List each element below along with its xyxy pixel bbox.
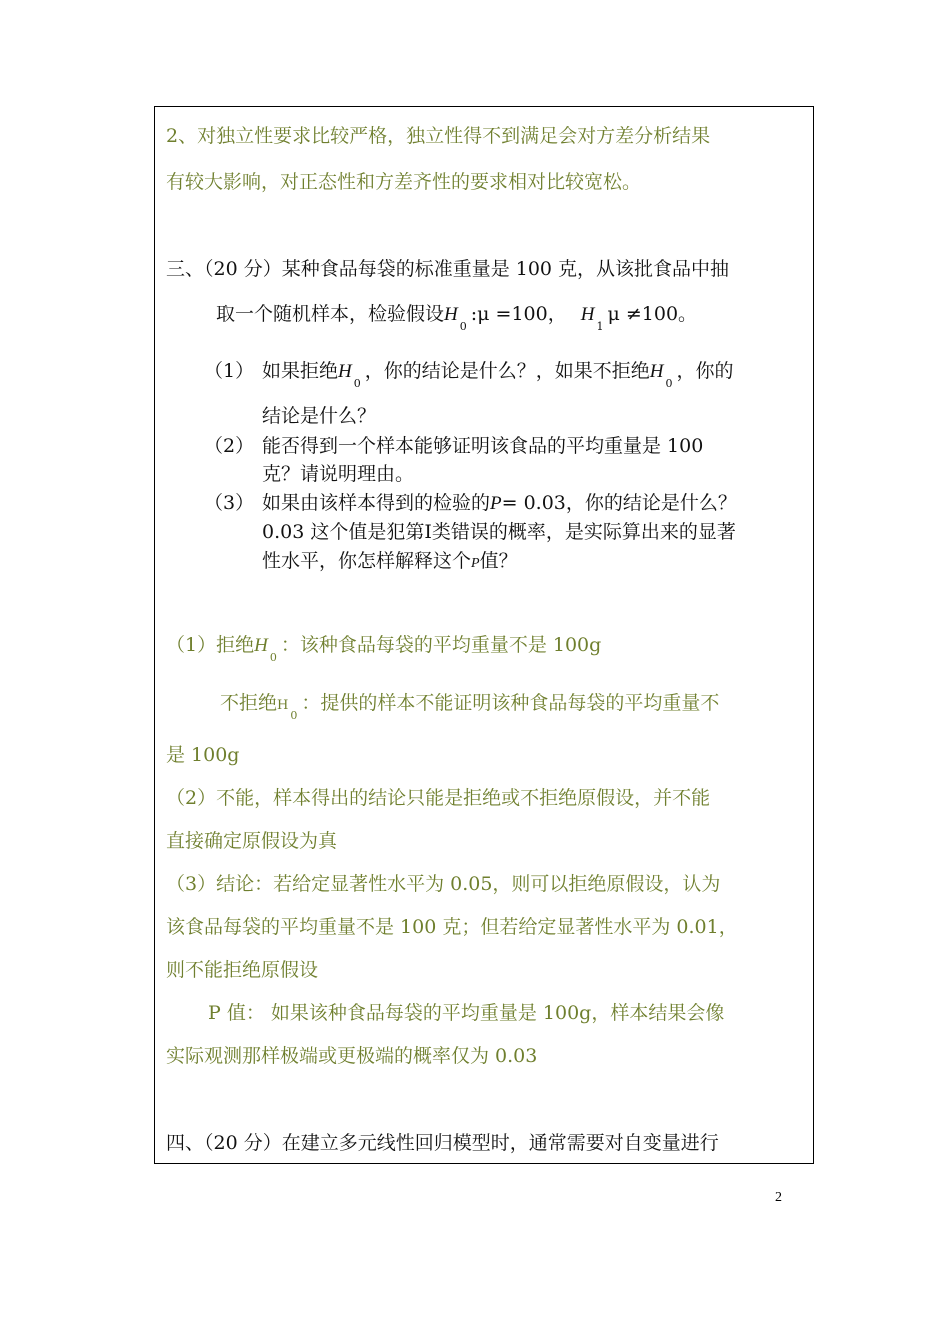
answer3-part3-line1: （3）结论：若给定显著性水平为 0.05，则可以拒绝原假设，认为 [166, 873, 721, 895]
question3-header: 三、（20 分）某种食品每袋的标准重量是 100 克，从该批食品中抽 [166, 258, 730, 280]
sub2-line2: 克？请说明理由。 [262, 463, 415, 485]
answer3-part1 [166, 633, 602, 664]
sub3-line3-text-a: 性水平，你怎样解释这个 [262, 550, 472, 572]
sub1-h-subscript: 0 [353, 377, 361, 390]
sub2-number: （2） [204, 435, 255, 457]
hypothesis-prefix: 取一个随机样本，检验假设 [216, 303, 445, 325]
sub2-line1: 能否得到一个样本能够证明该食品的平均重量是 100 [262, 435, 704, 457]
h1-symbol: H [580, 304, 595, 325]
a1b-h-symbol: H [277, 698, 289, 713]
sub3-line3-p-symbol: P [471, 556, 480, 571]
answer3-part2-line2: 直接确定原假设为真 [166, 830, 338, 852]
a1-h-subscript: 0 [269, 651, 277, 664]
sub1-number: （1） [204, 360, 255, 382]
a1b-h-subscript: 0 [290, 709, 298, 722]
sub3-text-b: = 0.03，你的结论是什么？ [501, 492, 737, 514]
a1b-text-b: ：提供的样本不能证明该种食品每袋的平均重量不 [301, 692, 720, 714]
a1-text-b: ：该种食品每袋的平均重量不是 100g [280, 634, 602, 656]
h0-symbol: H [444, 304, 458, 325]
sub3-line2: 0.03 这个值是犯第Ⅰ类错误的概率，是实际算出来的显著 [262, 521, 736, 543]
answer2-line2: 有较大影响，对正态性和方差齐性的要求相对比较宽松。 [166, 171, 642, 193]
sub1-line1 [262, 359, 734, 390]
sub1-text-c: ，你的 [676, 360, 734, 382]
answer3-part3-line3: 则不能拒绝原假设 [166, 959, 319, 981]
sub3-line3-text-b: 值？ [479, 550, 518, 572]
answer3-part1b-line2: 是 100g [166, 744, 240, 766]
question4-header: 四、（20 分）在建立多元线性回归模型时，通常需要对自变量进行 [166, 1132, 719, 1154]
sub1-h2-symbol: H [649, 361, 664, 382]
answer3-part1b [220, 691, 720, 722]
sub1-text-a: 如果拒绝 [262, 360, 339, 382]
h0-subscript: 0 [459, 320, 467, 333]
answer3-pvalue-line1: P 值： 如果该种食品每袋的平均重量是 100g，样本结果会像 [208, 1002, 725, 1024]
sub3-line3 [262, 549, 518, 576]
answer3-part2-line1: （2）不能，样本得出的结论只能是拒绝或不拒绝原假设，并不能 [166, 787, 711, 809]
h1-expression: μ ≠100。 [607, 303, 698, 325]
h0-expression: :μ =100， [470, 303, 567, 325]
answer2-line1: 2、对独立性要求比较严格，独立性得不到满足会对方差分析结果 [166, 125, 711, 147]
h1-subscript: 1 [596, 320, 604, 333]
page-number: 2 [775, 1190, 782, 1205]
sub3-text-a: 如果由该样本得到的检验的 [262, 492, 491, 514]
a1-text-a: （1）拒绝 [166, 634, 255, 656]
question3-hypothesis-line [216, 302, 698, 333]
a1b-text-a: 不拒绝 [220, 692, 278, 714]
answer3-part3-line2: 该食品每袋的平均重量不是 100 克；但若给定显著性水平为 0.01， [166, 916, 738, 938]
answer3-pvalue-line2: 实际观测那样极端或更极端的概率仅为 0.03 [166, 1045, 538, 1067]
sub3-line1 [262, 491, 737, 516]
sub3-number: （3） [204, 492, 255, 514]
sub3-p-symbol: P [490, 493, 502, 514]
sub1-h2-subscript: 0 [665, 377, 673, 390]
a1-h-symbol: H [254, 635, 268, 656]
sub1-line2: 结论是什么？ [262, 405, 377, 427]
sub1-h-symbol: H [338, 361, 352, 382]
sub1-text-b: ，你的结论是什么？，如果不拒绝 [364, 360, 650, 382]
